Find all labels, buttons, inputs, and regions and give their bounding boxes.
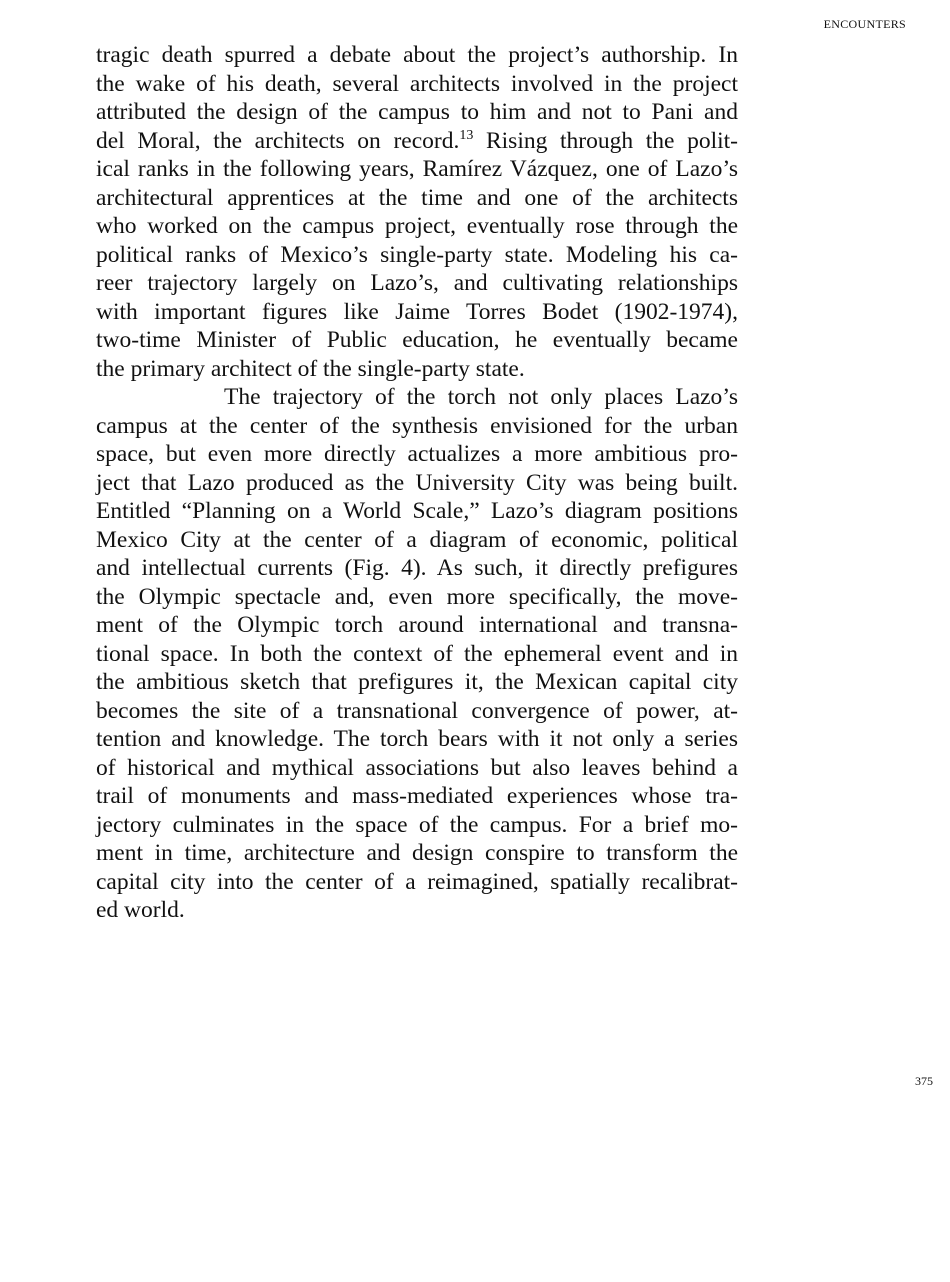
- text-segment: del Moral, the architects on record.: [96, 127, 460, 154]
- text-line: the ambitious sketch that prefigures it, the Mexican capital city: [96, 669, 738, 695]
- text-line: The trajectory of the torch not only places Lazo’s: [224, 384, 738, 410]
- text-line: tional space. In both the context of the ephemeral event and in: [96, 640, 738, 667]
- text-line: political ranks of Mexico’s single-party state. Modeling his ca-: [96, 241, 738, 268]
- page-number: 375: [915, 1074, 933, 1088]
- text-line: of historical and mythical associations but also leaves behind a: [96, 754, 738, 781]
- text-line: tragic death spurred a debate about the project’s authorship. In: [96, 42, 738, 68]
- paragraph-1: [96, 41, 738, 383]
- text-line: ment of the Olympic torch around international and transna-: [96, 612, 738, 638]
- body-text: [96, 41, 738, 925]
- text-line: and intellectual currents (Fig. 4). As such, it directly prefigures: [96, 555, 738, 581]
- text-line-with-footnote: [96, 127, 738, 156]
- text-line: campus at the center of the synthesis envisioned for the urban: [96, 412, 738, 439]
- text-line: ment in time, architecture and design conspire to transform the: [96, 840, 738, 866]
- running-head: ENCOUNTERS: [823, 17, 906, 31]
- text-segment: Rising through the polit-: [473, 127, 738, 154]
- text-line: space, but even more directly actualizes a more ambitious pro-: [96, 441, 738, 467]
- text-line: Mexico City at the center of a diagram of economic, political: [96, 526, 738, 553]
- text-line: ed world.: [96, 897, 185, 923]
- text-line: capital city into the center of a reimagined, spatially recalibrat-: [96, 868, 738, 895]
- text-line: two-time Minister of Public education, he eventually became: [96, 327, 738, 353]
- text-line: becomes the site of a transnational convergence of power, at-: [96, 697, 738, 724]
- text-line: attributed the design of the campus to him and not to Pani and: [96, 99, 738, 125]
- text-line: trail of monuments and mass-mediated experiences whose tra-: [96, 783, 738, 809]
- text-line: Entitled “Planning on a World Scale,” Lazo’s diagram positions: [96, 498, 738, 524]
- text-line: tention and knowledge. The torch bears with it not only a series: [96, 726, 738, 752]
- text-line: the primary architect of the single-party state.: [96, 355, 525, 382]
- paragraph-2: [96, 383, 738, 925]
- text-line: the Olympic spectacle and, even more specifically, the move-: [96, 583, 738, 610]
- text-line: the wake of his death, several architects involved in the project: [96, 70, 738, 97]
- text-line: with important figures like Jaime Torres Bodet (1902-1974),: [96, 298, 738, 325]
- footnote-reference[interactable]: 13: [459, 127, 474, 143]
- text-line: who worked on the campus project, eventually rose through the: [96, 213, 738, 239]
- text-line: architectural apprentices at the time and one of the architects: [96, 184, 738, 211]
- text-line: reer trajectory largely on Lazo’s, and cultivating relationships: [96, 270, 738, 296]
- text-line: ject that Lazo produced as the University City was being built.: [96, 469, 738, 496]
- text-line: jectory culminates in the space of the campus. For a brief mo-: [96, 811, 738, 838]
- text-line: ical ranks in the following years, Ramírez Vázquez, one of Lazo’s: [96, 156, 738, 182]
